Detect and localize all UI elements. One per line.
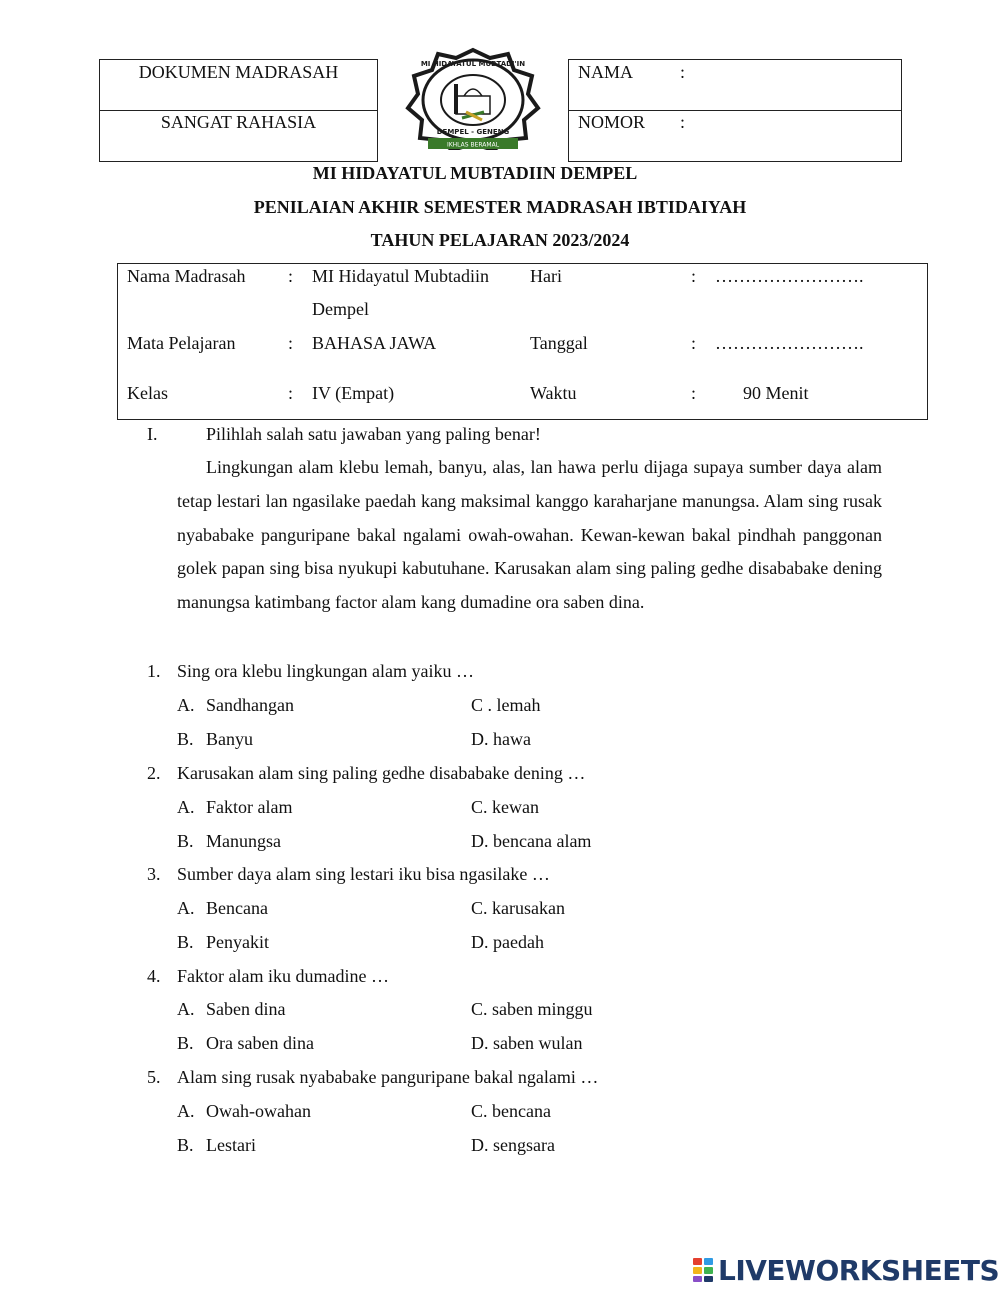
option-b: Penyakit <box>206 932 269 952</box>
day-colon: : <box>691 266 697 286</box>
year-title: TAHUN PELAJARAN 2023/2024 <box>370 230 630 250</box>
option-a: Sandhangan <box>206 695 294 715</box>
question-text: Alam sing rusak nyababake panguripane bakal ngalami … <box>177 1067 599 1087</box>
option-a-letter: A. <box>177 797 195 817</box>
exam-title: PENILAIAN AKHIR SEMESTER MADRASAH IBTIDAIYAH <box>253 197 747 217</box>
time-label: Waktu <box>530 383 577 403</box>
time-colon: : <box>691 383 697 403</box>
option-b: Lestari <box>206 1135 256 1155</box>
subject-label: Mata Pelajaran <box>127 333 236 353</box>
liveworksheets-wordmark: LIVEWORKSHEETS <box>718 1253 1000 1287</box>
liveworksheets-brand[interactable] <box>692 1255 999 1285</box>
name-colon: : <box>680 62 686 82</box>
question-text: Faktor alam iku dumadine … <box>177 966 389 986</box>
class-colon: : <box>288 383 294 403</box>
question-text: Sumber daya alam sing lestari iku bisa ngasilake … <box>177 864 550 884</box>
school-name-value-cont: Dempel <box>312 299 369 319</box>
student-identity-box <box>568 59 902 162</box>
document-label-box <box>99 59 378 162</box>
subject-value: BAHASA JAWA <box>312 333 437 353</box>
option-b-letter: B. <box>177 1033 194 1053</box>
option-d: D. bencana alam <box>471 831 592 851</box>
question-text: Karusakan alam sing paling gedhe disababake dening … <box>177 763 586 783</box>
option-b-letter: B. <box>177 1135 194 1155</box>
option-c: C. bencana <box>471 1101 551 1121</box>
option-a-letter: A. <box>177 999 195 1019</box>
option-c: C . lemah <box>471 695 541 715</box>
option-d: D. paedah <box>471 932 544 952</box>
option-c: C. karusakan <box>471 898 565 918</box>
option-b-letter: B. <box>177 831 194 851</box>
school-name-value: MI Hidayatul Mubtadiin <box>312 266 489 286</box>
question-number: 2. <box>147 763 161 783</box>
option-a: Faktor alam <box>206 797 293 817</box>
question-text: Sing ora klebu lingkungan alam yaiku … <box>177 661 474 681</box>
exam-info-table <box>117 263 928 420</box>
option-a: Owah-owahan <box>206 1101 311 1121</box>
class-value: IV (Empat) <box>312 383 395 403</box>
number-colon: : <box>680 112 686 132</box>
option-b-letter: B. <box>177 932 194 952</box>
option-a: Bencana <box>206 898 268 918</box>
time-value: 90 Menit <box>743 383 809 403</box>
liveworksheets-logo-icon <box>692 1257 714 1283</box>
option-d: D. sengsara <box>471 1135 555 1155</box>
question-number: 4. <box>147 966 161 986</box>
question-number: 3. <box>147 864 161 884</box>
option-b: Banyu <box>206 729 253 749</box>
section-instruction: Pilihlah salah satu jawaban yang paling benar! <box>206 424 541 444</box>
option-a-letter: A. <box>177 1101 195 1121</box>
school-name-colon: : <box>288 266 294 286</box>
subject-colon: : <box>288 333 294 353</box>
school-title: MI HIDAYATUL MUBTADIIN DEMPEL <box>312 163 638 183</box>
date-value: ……………………. <box>715 333 864 353</box>
svg-text:DEMPEL - GENENG: DEMPEL - GENENG <box>436 128 510 136</box>
svg-text:IKHLAS BERAMAL: IKHLAS BERAMAL <box>446 141 500 149</box>
day-value: ……………………. <box>715 266 864 286</box>
school-name-label: Nama Madrasah <box>127 266 246 286</box>
passage-text: Lingkungan alam klebu lemah, banyu, alas, lan hawa perlu dijaga supaya sumber daya alam tetap lestari lan ngasilake paedah kang maksimal kanggo karaharjane manungsa. Alam sing rusak nyababake panguripane bakal ngalami owah-owahan. Kewan-kewan bakal pindhah panggonan golek papan sing bisa nyukupi kabutuhane. Karusakan alam sing paling gedhe disababake dening manungsa katimbang factor alam kang dumadine ora saben dina. <box>177 457 882 613</box>
option-c: C. kewan <box>471 797 539 817</box>
box-divider <box>569 110 901 111</box>
option-b: Ora saben dina <box>206 1033 314 1053</box>
question-number: 5. <box>147 1067 161 1087</box>
option-a: Saben dina <box>206 999 286 1019</box>
day-label: Hari <box>530 266 562 286</box>
name-label: NAMA <box>578 62 634 82</box>
secrecy-label: SANGAT RAHASIA <box>160 112 317 132</box>
school-emblem-icon <box>402 46 544 150</box>
option-b: Manungsa <box>206 831 281 851</box>
question-number: 1. <box>147 661 161 681</box>
class-label: Kelas <box>127 383 168 403</box>
document-type-label: DOKUMEN MADRASAH <box>138 62 339 82</box>
option-d: D. hawa <box>471 729 531 749</box>
date-colon: : <box>691 333 697 353</box>
reading-passage <box>177 451 882 620</box>
date-label: Tanggal <box>530 333 588 353</box>
option-a-letter: A. <box>177 695 195 715</box>
option-c: C. saben minggu <box>471 999 593 1019</box>
option-d: D. saben wulan <box>471 1033 583 1053</box>
section-number: I. <box>147 424 158 444</box>
box-divider <box>100 110 377 111</box>
number-label: NOMOR <box>578 112 646 132</box>
option-b-letter: B. <box>177 729 194 749</box>
option-a-letter: A. <box>177 898 195 918</box>
svg-text:MI HIDAYATUL MUBTADI'IN: MI HIDAYATUL MUBTADI'IN <box>420 60 526 68</box>
